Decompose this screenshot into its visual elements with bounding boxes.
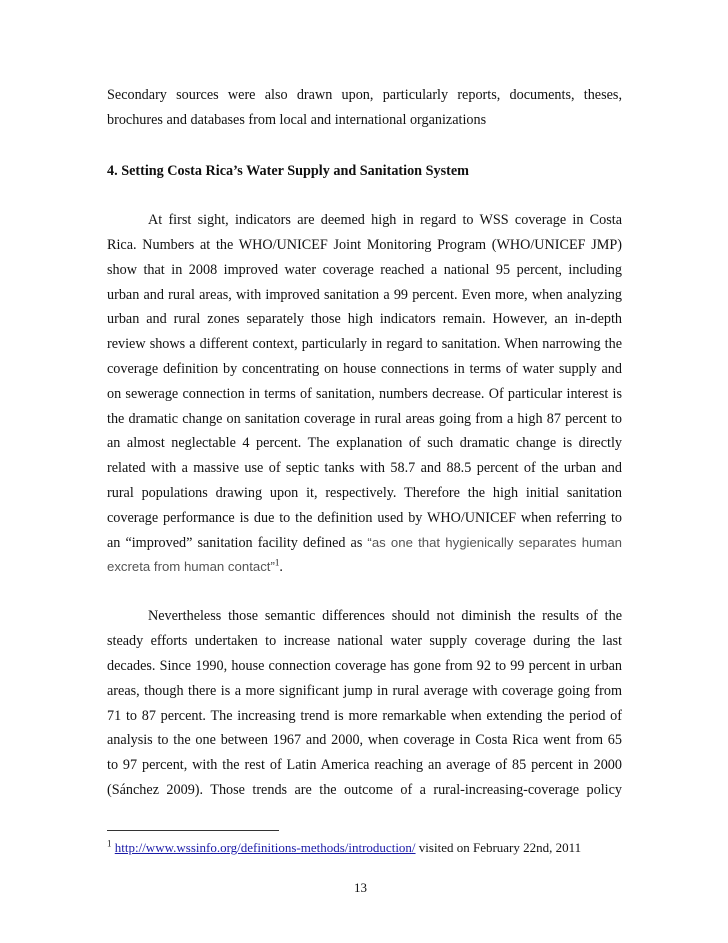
paragraph1-line-5: urban and rural zones separately those high indicators remain. However, an in-depth	[107, 311, 622, 327]
paragraph1-line-2: Rica. Numbers at the WHO/UNICEF Joint Monitoring Program (WHO/UNICEF JMP)	[107, 237, 622, 253]
paragraph2-line-1: Nevertheless those semantic differences should not diminish the results of the	[148, 608, 622, 624]
sentence-end: .	[279, 559, 283, 575]
paragraph2-line-4: areas, though there is a more significant jump in rural average with coverage going from	[107, 683, 622, 699]
paragraph1-line-15	[107, 558, 622, 576]
paragraph1-line-9: the dramatic change on sanitation coverage in rural areas going from a high 87 percent to	[107, 411, 622, 427]
paragraph1-line-8: on sewerage connection in terms of sanitation, numbers decrease. Of particular interest is	[107, 386, 622, 402]
footnote-divider	[107, 830, 279, 831]
footnote	[107, 840, 581, 856]
paragraph2-line-3: decades. Since 1990, house connection coverage has gone from 92 to 99 percent in urban	[107, 658, 622, 674]
paragraph1-line-13: coverage performance is due to the definition used by WHO/UNICEF when referring to	[107, 510, 622, 526]
paragraph2-line-6: analysis to the one between 1967 and 2000, when coverage in Costa Rica went from 65	[107, 732, 622, 748]
paragraph1-line-3: show that in 2008 improved water coverage reached a national 95 percent, including	[107, 262, 622, 278]
footnote-text: visited on February 22nd, 2011	[415, 840, 582, 855]
footnote-link[interactable]: http://www.wssinfo.org/definitions-methods/introduction/	[114, 840, 416, 855]
paragraph2-line-8: (Sánchez 2009). Those trends are the outcome of a rural-increasing-coverage policy	[107, 782, 622, 798]
paragraph2-line-7: to 97 percent, with the rest of Latin America reaching an average of 85 percent in 2000	[107, 757, 622, 773]
paragraph1-line-10: an almost neglectable 4 percent. The explanation of such dramatic change is directly	[107, 435, 622, 451]
paragraph1-line-4: urban and rural areas, with improved sanitation a 99 percent. Even more, when analyzing	[107, 287, 622, 303]
paragraph1-line-7: coverage definition by concentrating on house connections in terms of water supply and	[107, 361, 622, 377]
paragraph1-line-12: rural populations drawing upon it, respectively. Therefore the high initial sanitation	[107, 485, 622, 501]
section-heading: 4. Setting Costa Rica’s Water Supply and Sanitation System	[107, 163, 469, 179]
paragraph2-line-2: steady efforts undertaken to increase national water supply coverage during the last	[107, 633, 622, 649]
footnote-marker: 1	[107, 838, 112, 849]
paragraph1-line-11: related with a massive use of septic tanks with 58.7 and 88.5 percent of the urban and	[107, 460, 622, 476]
paragraph2-line-5: 71 to 87 percent. The increasing trend is more remarkable when extending the period of	[107, 708, 622, 724]
intro-line-2: brochures and databases from local and international organizations	[107, 112, 487, 128]
paragraph1-line-14	[107, 534, 622, 552]
footnote-reference[interactable]: 1	[274, 557, 280, 568]
paragraph1-line-6: review shows a different context, particularly in regard to sanitation. When narrowing the	[107, 336, 622, 352]
quote-text-part2: excreta from human contact”	[107, 559, 275, 574]
quote-lead: an “improved” sanitation facility defined as	[107, 535, 363, 551]
page-number: 13	[354, 880, 367, 895]
quote-text-part1: “as one that hygienically separates human	[367, 535, 623, 550]
intro-line-1: Secondary sources were also drawn upon, particularly reports, documents, theses,	[107, 87, 622, 103]
paragraph1-line-1: At first sight, indicators are deemed high in regard to WSS coverage in Costa	[148, 212, 622, 228]
